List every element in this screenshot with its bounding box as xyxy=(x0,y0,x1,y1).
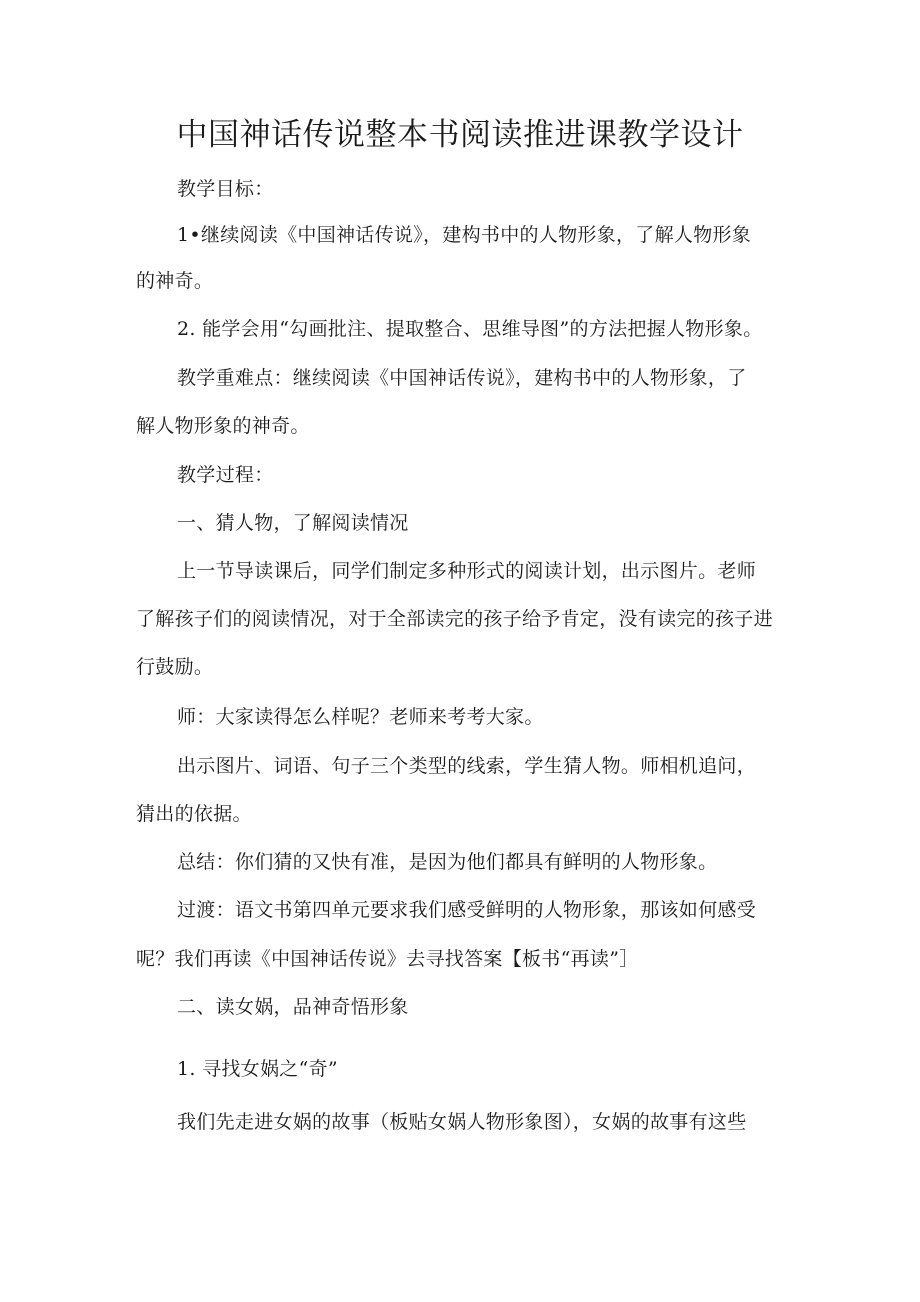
subsection-heading: 1. 寻找女娲之“奇” xyxy=(177,1058,338,1080)
paragraph-line: 猜出的依据。 xyxy=(136,803,252,825)
paragraph-line: 我们先走进女娲的故事（板贴女娲人物形象图），女娲的故事有这些 xyxy=(177,1111,747,1133)
document-title: 中国神话传说整本书阅读推进课教学设计 xyxy=(176,117,744,153)
paragraph-line: 呢？我们再读《中国神话传说》去寻找答案【板书“再读”］ xyxy=(136,948,639,970)
section-heading: 一、猜人物，了解阅读情况 xyxy=(177,512,409,534)
paragraph-line: 师：大家读得怎么样呢？老师来考考大家。 xyxy=(177,706,544,728)
section-heading: 二、读女娲，品神奇悟形象 xyxy=(177,996,409,1018)
section-heading-process: 教学过程： xyxy=(177,464,274,486)
section-heading-objectives: 教学目标： xyxy=(177,178,274,200)
paragraph-line: 上一节导读课后，同学们制定多种形式的阅读计划，出示图片。老师 xyxy=(177,560,757,582)
paragraph-line: 教学重难点：继续阅读《中国神话传说》，建构书中的人物形象，了 xyxy=(177,367,747,389)
paragraph-line: 过渡：语文书第四单元要求我们感受鲜明的人物形象，那该如何感受 xyxy=(177,899,757,921)
paragraph-line: 总结：你们猜的又快有准，是因为他们都具有鲜明的人物形象。 xyxy=(177,851,718,873)
paragraph-line: 解人物形象的神奇。 xyxy=(136,415,310,437)
paragraph-line: 2. 能学会用“勾画批注、提取整合、思维导图”的方法把握人物形象。 xyxy=(177,318,763,340)
paragraph-line: 了解孩子们的阅读情况，对于全部读完的孩子给予肯定，没有读完的孩子进 xyxy=(136,608,773,630)
paragraph-line: 1•继续阅读《中国神话传说》，建构书中的人物形象，了解人物形象 xyxy=(177,224,752,246)
paragraph-line: 出示图片、词语、句子三个类型的线索，学生猜人物。师相机追问， xyxy=(177,755,757,777)
paragraph-line: 行鼓励。 xyxy=(136,656,214,678)
paragraph-line: 的神奇。 xyxy=(136,270,214,292)
